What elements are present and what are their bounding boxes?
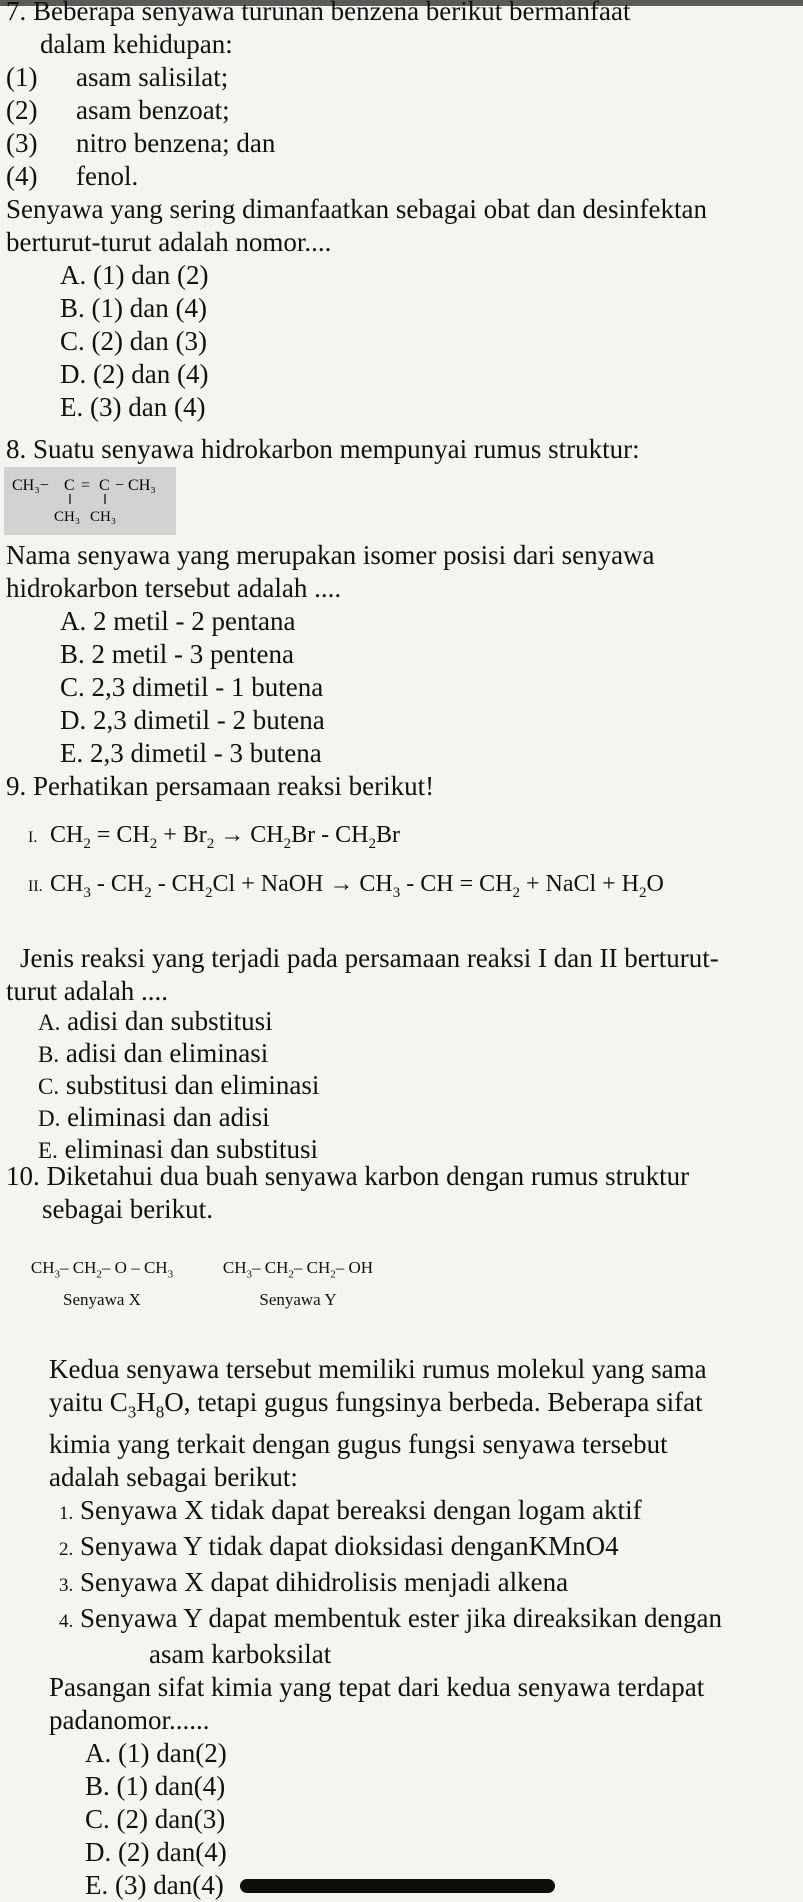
q8-option-c: C. 2,3 dimetil - 1 butena [60,672,324,702]
methyl-2: CH₃ [90,509,117,525]
q10-option-b: B. (1) dan(4) [85,1771,226,1802]
property-number: 3. [59,1575,74,1597]
q8-option-b: B. 2 metil - 3 pentena [60,639,294,669]
q10-intro-line-4: adalah sebagai berikut: [49,1462,298,1493]
q7-item-number: (1) [6,62,38,92]
property-number: 1. [59,1503,74,1525]
question-10-stem [6,1160,796,1226]
q7-item-3 [6,127,796,160]
q10-stem-line-1: 10. Diketahui dua buah senyawa karbon dengan rumus struktur [6,1161,690,1191]
q8-question-line-2: hidrokarbon tersebut adalah .... [6,573,342,603]
q8-structure-formula [4,467,176,535]
q7-item-text: nitro benzena; dan [76,128,276,158]
property-number: 2. [59,1539,74,1561]
q10-intro-line-2: yaitu $C_3H_8O$, tetapi gugus fungsinya berbeda. Beberapa sifat [49,1387,703,1422]
marker-stroke [240,1879,555,1893]
carbon-2: C [99,477,110,494]
option-letter: D. [38,1106,61,1131]
structure-diagram [4,467,176,535]
q9-options [38,1006,803,1166]
q10-option-d: D. (2) dan(4) [85,1837,227,1868]
q7-question-line-2: berturut-turut adalah nomor.... [6,227,332,257]
q7-option-e: E. (3) dan (4) [60,392,206,422]
question-9-body [6,942,796,1008]
property-number: 4. [59,1611,74,1633]
question-8-body [6,539,796,803]
left-ch3: CH₃− [12,477,49,494]
q10-intro-line-3: kimia yang terkait dengan gugus fungsi senyawa tersebut [49,1429,668,1460]
q10-option-e: E. (3) dan(4) [85,1870,224,1901]
q10-property-2 [49,1530,803,1566]
option-text: eliminasi dan substitusi [64,1134,319,1164]
question-10-body [49,1353,803,1902]
q10-property-1 [49,1494,803,1530]
q10-stem-line-2: sebagai berikut. [42,1194,213,1224]
compound-x [22,1255,182,1313]
q7-stem-line-1: 7. Beberapa senyawa turunan benzena berikut bermanfaat [6,0,631,26]
q7-item-text: fenol. [76,161,139,191]
q8-question-line-1: Nama senyawa yang merupakan isomer posisi dari senyawa [6,540,655,570]
q10-question-line-1: Pasangan sifat kimia yang tepat dari kedua senyawa terdapat [49,1672,705,1703]
question-7 [6,0,796,424]
option-letter: B. [38,1042,60,1067]
intro-part: O, tetapi gugus fungsinya berbeda. Beberapa sifat [164,1387,703,1417]
q9-option-a [38,1006,803,1038]
q7-item-1 [6,61,796,94]
q7-item-4 [6,160,796,193]
q9-question-line-2: turut adalah .... [6,976,168,1006]
option-letter: A. [38,1010,61,1035]
q10-property-4 [49,1602,803,1638]
q10-option-c: C. (2) dan(3) [85,1804,226,1835]
q7-item-number: (3) [6,128,38,158]
compound-x-label: Senyawa X [63,1290,141,1310]
equation-label-2: II. [28,877,43,895]
q8-option-d: D. 2,3 dimetil - 2 butena [60,705,325,735]
option-letter: E. [38,1138,58,1163]
compound-y-formula: $CH_3-$ $CH_2-$ $CH_2-$ OH [222,1258,374,1281]
q7-question-line-1: Senyawa yang sering dimanfaatkan sebagai obat dan desinfektan [6,194,707,224]
property-text: Senyawa X tidak dapat bereaksi dengan logam aktif [80,1495,642,1526]
property-text: Senyawa Y dapat membentuk ester jika direaksikan dengan [80,1603,723,1634]
q9-option-b [38,1038,803,1070]
q10-property-4-continued: asam karboksilat [149,1639,332,1670]
q7-option-b: B. (1) dan (4) [60,293,207,323]
q7-item-text: asam benzoat; [76,95,230,125]
equation-label-1: I. [28,829,38,846]
option-text: substitusi dan eliminasi [65,1070,320,1100]
compound-y-label: Senyawa Y [259,1290,337,1310]
q7-item-text: asam salisilat; [76,62,229,92]
q8-stem: 8. Suatu senyawa hidrokarbon mempunyai rumus struktur: [6,434,640,464]
option-text: eliminasi dan adisi [67,1102,270,1132]
reaction-equation-2: II. $CH_3 - CH_2 - CH_2Cl$ + NaOH → $CH_3$ - CH = $CH_2$ + NaCl + $H_2O$ [28,864,803,913]
question-8-stem [6,433,796,466]
reaction-equation-1: I. $CH_2 = CH_2 + Br_2 \to CH_2Br - CH_2Br$ [28,815,803,864]
q8-option-a: A. 2 metil - 2 pentana [60,606,296,636]
q9-equations [28,815,803,913]
compound-y [208,1255,388,1313]
q7-option-d: D. (2) dan (4) [60,359,209,389]
q7-item-number: (2) [6,95,38,125]
option-text: adisi dan substitusi [67,1006,273,1036]
q7-option-a: A. (1) dan (2) [60,260,209,290]
q10-intro-line-1: Kedua senyawa tersebut memiliki rumus molekul yang sama [49,1354,707,1384]
option-letter: C. [38,1074,60,1099]
intro-part: H [136,1387,156,1417]
compound-x-formula: $CH_3-$ $CH_2-$ O – $CH_3$ [30,1258,174,1281]
q8-option-e: E. 2,3 dimetil - 3 butena [60,738,322,768]
property-text: Senyawa Y tidak dapat dioksidasi denganKMnO4 [80,1531,619,1562]
q7-item-2 [6,94,796,127]
q9-stem: 9. Perhatikan persamaan reaksi berikut! [6,771,435,801]
right-ch3: − CH₃ [115,477,156,494]
q10-option-a: A. (1) dan(2) [85,1738,227,1769]
double-bond: = [81,477,91,494]
option-text: adisi dan eliminasi [65,1038,269,1068]
q7-option-c: C. (2) dan (3) [60,326,207,356]
q10-question-line-2: padanomor...... [49,1705,210,1736]
q10-property-3 [49,1566,803,1602]
carbon-1: C [64,477,75,494]
q9-option-c [38,1070,803,1102]
q7-stem-line-2: dalam kehidupan: [40,29,233,59]
intro-part: yaitu C [49,1387,128,1417]
property-text: Senyawa X dapat dihidrolisis menjadi alkena [80,1567,569,1598]
q9-question-line-1: Jenis reaksi yang terjadi pada persamaan reaksi I dan II berturut- [20,943,719,973]
methyl-1: CH₃ [54,509,81,525]
q7-item-number: (4) [6,161,38,191]
q9-option-d [38,1102,803,1134]
